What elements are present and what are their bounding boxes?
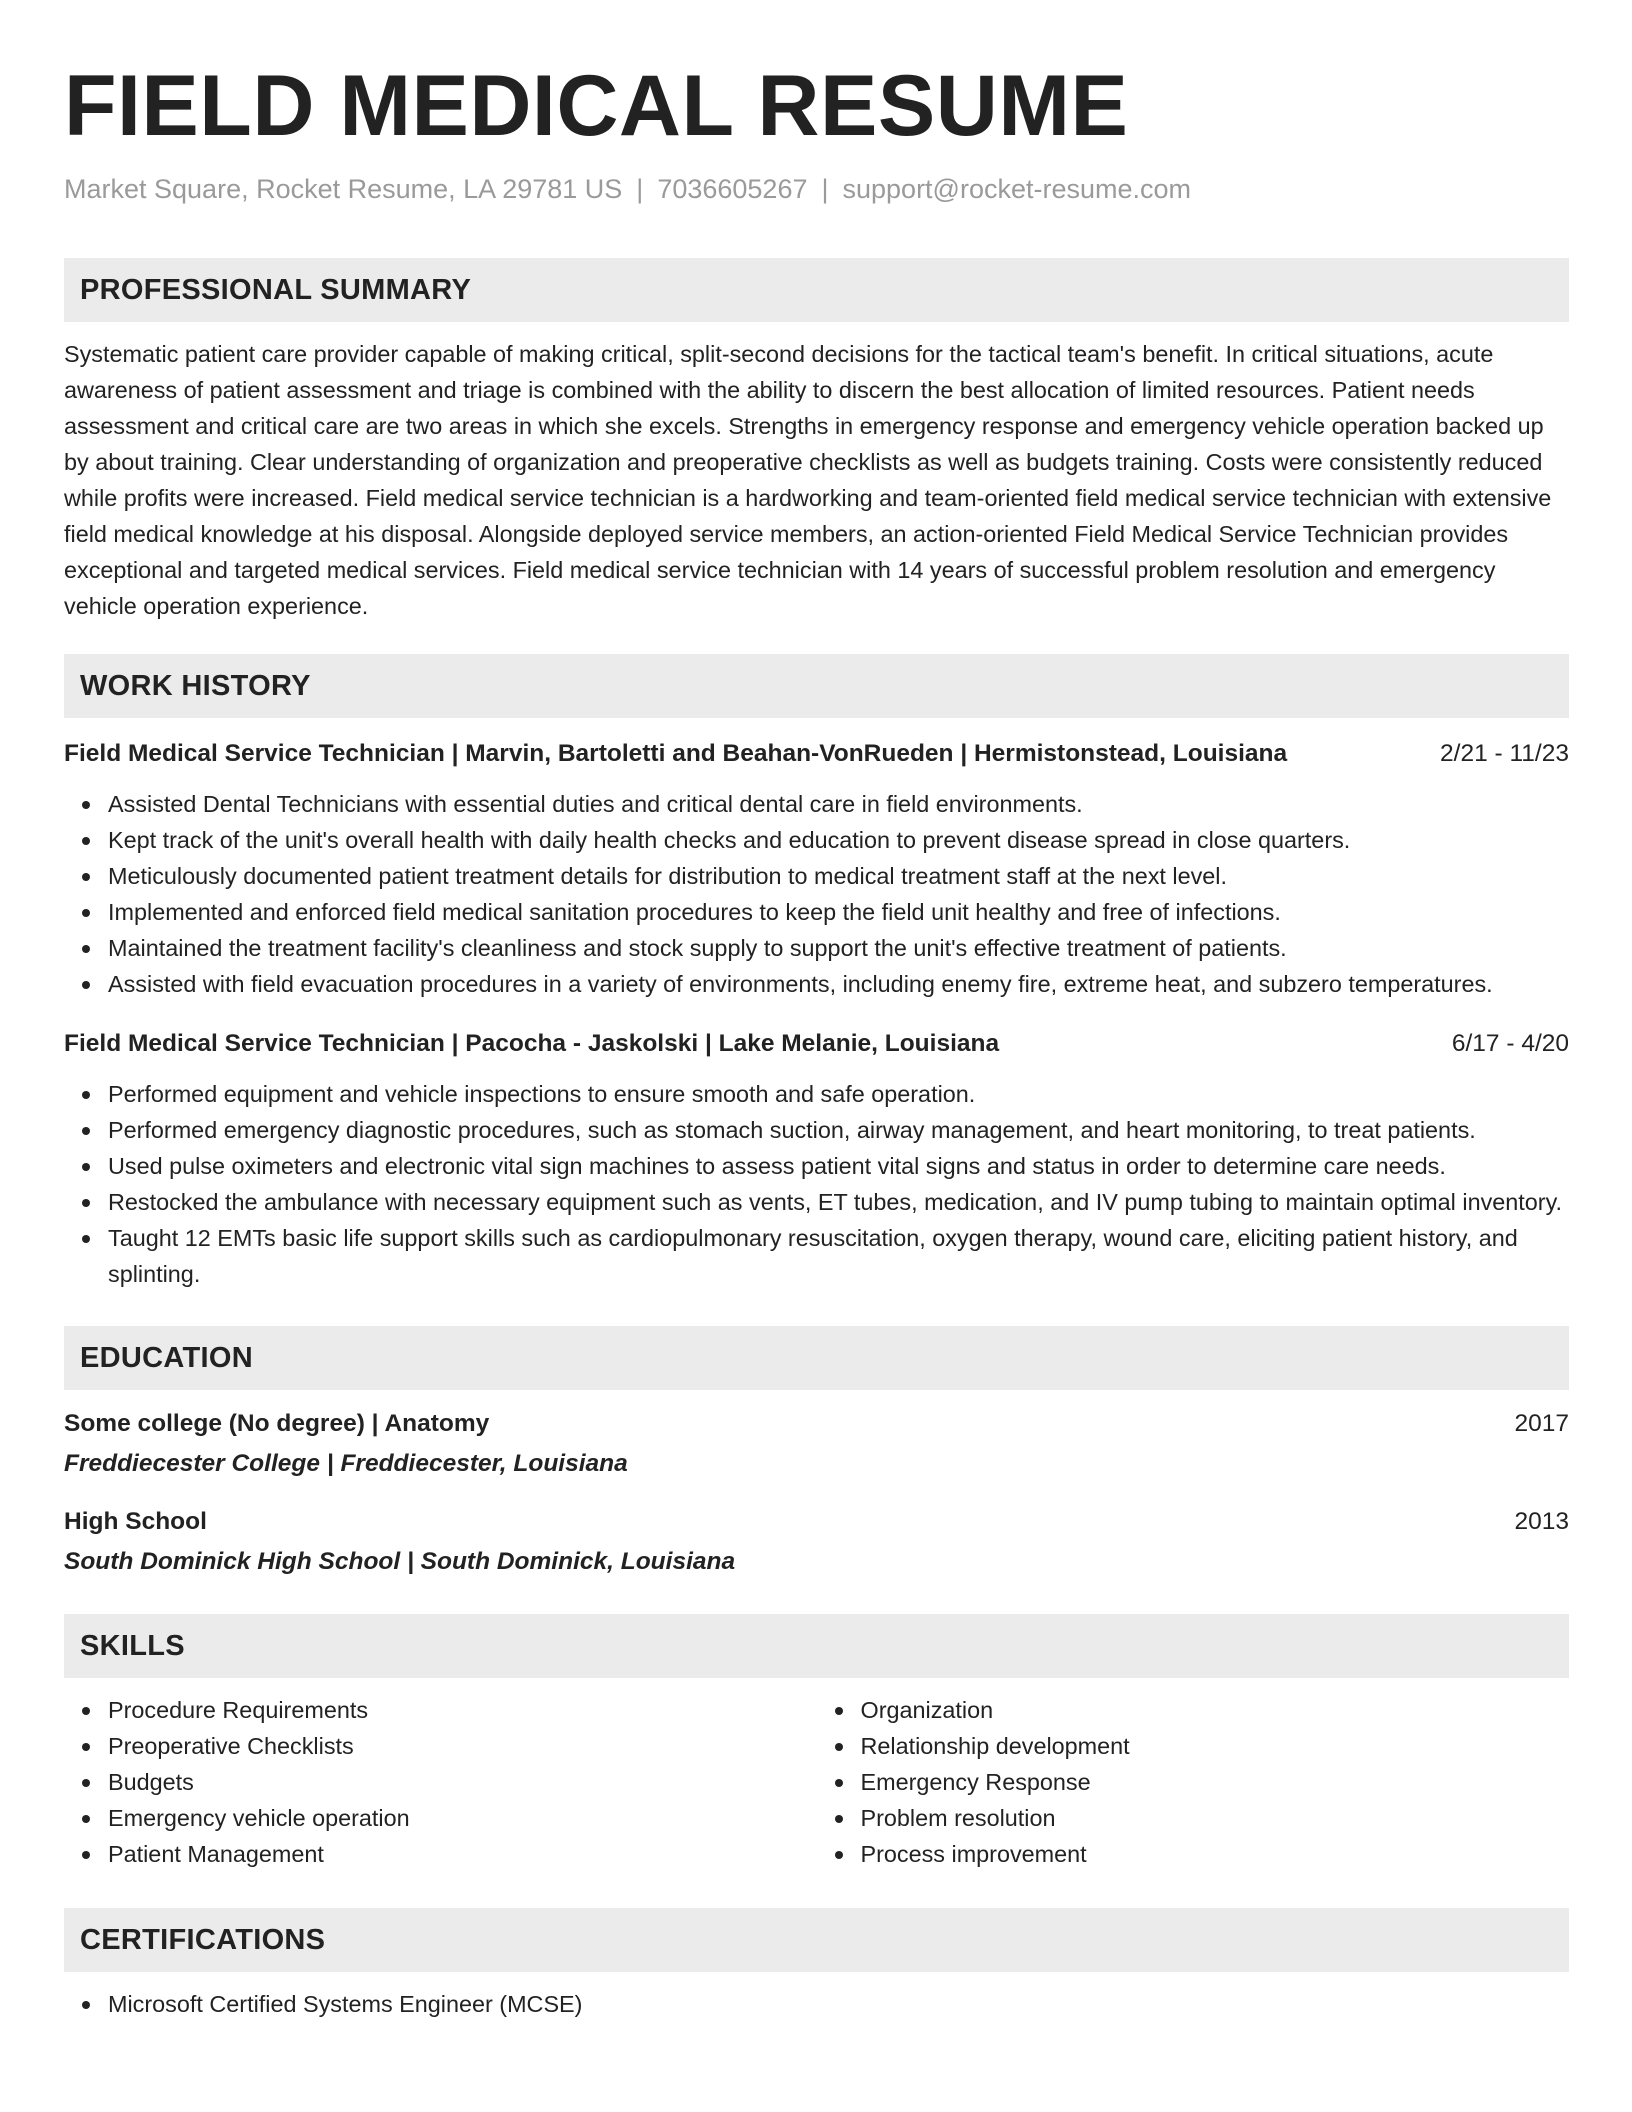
bullet-icon xyxy=(82,1235,90,1243)
job-dates: 2/21 - 11/23 xyxy=(1440,740,1569,767)
job-bullet xyxy=(108,966,1569,1002)
skill-text: Organization xyxy=(860,1697,994,1723)
skill-text: Budgets xyxy=(108,1769,194,1795)
skill-text: Procedure Requirements xyxy=(108,1697,369,1723)
bullet-icon xyxy=(835,1851,843,1859)
bullet-icon xyxy=(82,801,90,809)
job-bullet xyxy=(108,786,1569,822)
education-entry xyxy=(64,1406,1569,1482)
skill-item xyxy=(108,1800,817,1836)
job-bullet xyxy=(108,1220,1569,1292)
job-bullet-text: Meticulously documented patient treatment details for distribution to medical treatment staff at the next level. xyxy=(108,863,1228,889)
skill-item xyxy=(861,1836,1570,1872)
certifications-list xyxy=(64,1986,1569,2022)
skill-item xyxy=(861,1764,1570,1800)
bullet-icon xyxy=(82,1815,90,1823)
bullet-icon xyxy=(835,1743,843,1751)
skill-text: Relationship development xyxy=(860,1733,1130,1759)
education-degree: High School xyxy=(64,1508,207,1535)
job-header xyxy=(64,736,1569,772)
education-header xyxy=(64,1406,1569,1442)
bullet-icon xyxy=(82,909,90,917)
job-entry xyxy=(64,1026,1569,1292)
bullet-icon xyxy=(82,1743,90,1751)
skills-grid xyxy=(64,1692,1569,1872)
skill-text: Patient Management xyxy=(108,1841,324,1867)
job-entry xyxy=(64,736,1569,1002)
section-header-certifications: CERTIFICATIONS xyxy=(64,1908,1569,1972)
bullet-icon xyxy=(82,837,90,845)
skills-column-right xyxy=(817,1692,1570,1872)
education-degree: Some college (No degree) | Anatomy xyxy=(64,1410,490,1437)
bullet-icon xyxy=(82,1707,90,1715)
education-entry xyxy=(64,1504,1569,1580)
job-dates: 6/17 - 4/20 xyxy=(1451,1030,1569,1057)
bullet-icon xyxy=(82,1163,90,1171)
bullet-icon xyxy=(82,1779,90,1787)
skill-item xyxy=(108,1764,817,1800)
contact-phone: 7036605267 xyxy=(657,174,808,204)
skill-item xyxy=(108,1836,817,1872)
skill-item xyxy=(108,1728,817,1764)
job-bullet xyxy=(108,1076,1569,1112)
skill-text: Emergency vehicle operation xyxy=(108,1805,410,1831)
section-header-work-history: WORK HISTORY xyxy=(64,654,1569,718)
job-bullet xyxy=(108,1148,1569,1184)
skill-item xyxy=(861,1800,1570,1836)
skill-item xyxy=(108,1692,817,1728)
bullet-icon xyxy=(82,1199,90,1207)
skill-text: Problem resolution xyxy=(860,1805,1056,1831)
bullet-icon xyxy=(82,873,90,881)
job-bullet-text: Maintained the treatment facility's cleanliness and stock supply to support the unit's effective treatment of patients. xyxy=(108,935,1287,961)
bullet-icon xyxy=(835,1779,843,1787)
section-header-education: EDUCATION xyxy=(64,1326,1569,1390)
job-bullet-text: Assisted with field evacuation procedures in a variety of environments, including enemy fire, extreme heat, and subzero temperatures. xyxy=(108,971,1493,997)
bullet-icon xyxy=(82,1127,90,1135)
job-bullet-list xyxy=(64,786,1569,1002)
job-bullet-text: Assisted Dental Technicians with essential duties and critical dental care in field environments. xyxy=(108,791,1083,817)
job-bullet-text: Performed equipment and vehicle inspections to ensure smooth and safe operation. xyxy=(108,1081,976,1107)
education-school: Freddiecester College | Freddiecester, Louisiana xyxy=(64,1450,628,1477)
certification-item xyxy=(108,1986,1569,2022)
contact-separator: | xyxy=(821,174,829,204)
job-bullet-text: Kept track of the unit's overall health with daily health checks and education to prevent disease spread in close quarters. xyxy=(108,827,1351,853)
contact-address: Market Square, Rocket Resume, LA 29781 US xyxy=(64,174,623,204)
bullet-icon xyxy=(82,2001,90,2009)
contact-line xyxy=(64,172,1569,206)
job-bullet xyxy=(108,1112,1569,1148)
section-header-summary: PROFESSIONAL SUMMARY xyxy=(64,258,1569,322)
job-bullet-list xyxy=(64,1076,1569,1292)
job-bullet-text: Performed emergency diagnostic procedures, such as stomach suction, airway management, and heart monitoring, to treat patients. xyxy=(108,1117,1476,1143)
skill-text: Preoperative Checklists xyxy=(108,1733,354,1759)
job-bullet xyxy=(108,930,1569,966)
skill-item xyxy=(861,1692,1570,1728)
job-bullet-text: Taught 12 EMTs basic life support skills such as cardiopulmonary resuscitation, oxygen therapy, wound care, eliciting patient history, and splinting. xyxy=(108,1225,1518,1287)
bullet-icon xyxy=(82,1851,90,1859)
job-bullet xyxy=(108,1184,1569,1220)
skill-text: Process improvement xyxy=(860,1841,1087,1867)
job-bullet-text: Used pulse oximeters and electronic vital sign machines to assess patient vital signs and status in order to determine care needs. xyxy=(108,1153,1446,1179)
education-year: 2017 xyxy=(1514,1410,1569,1437)
skill-text: Emergency Response xyxy=(860,1769,1091,1795)
job-bullet xyxy=(108,894,1569,930)
certification-text: Microsoft Certified Systems Engineer (MCSE) xyxy=(108,1991,583,2017)
contact-separator: | xyxy=(636,174,644,204)
job-bullet xyxy=(108,822,1569,858)
bullet-icon xyxy=(82,945,90,953)
job-bullet xyxy=(108,858,1569,894)
contact-email: support@rocket-resume.com xyxy=(842,174,1192,204)
bullet-icon xyxy=(82,1091,90,1099)
summary-text: Systematic patient care provider capable of making critical, split-second decisions for the tactical team's benefit. In critical situations, acute awareness of patient assessment and triage is combined with the ability to discern the best allocation of limited resources. Patient needs assessment and critical care are two areas in which she excels. Strengths in emergency response and emergency vehicle operation backed up by about training. Clear understanding of organization and preoperative checklists as well as budgets training. Costs were consistently reduced while profits were increased. Field medical service technician is a hardworking and team-oriented field medical service technician with extensive field medical knowledge at his disposal. Alongside deployed service members, an action-oriented Field Medical Service Technician provides exceptional and targeted medical services. Field medical service technician with 14 years of successful problem resolution and emergency vehicle operation experience. xyxy=(64,341,1552,619)
skill-item xyxy=(861,1728,1570,1764)
bullet-icon xyxy=(82,981,90,989)
section-header-skills: SKILLS xyxy=(64,1614,1569,1678)
job-bullet-text: Implemented and enforced field medical sanitation procedures to keep the field unit healthy and free of infections. xyxy=(108,899,1281,925)
job-header xyxy=(64,1026,1569,1062)
job-title: Field Medical Service Technician | Pacocha - Jaskolski | Lake Melanie, Louisiana xyxy=(64,1030,1000,1057)
bullet-icon xyxy=(835,1815,843,1823)
skills-column-left xyxy=(64,1692,817,1872)
job-bullet-text: Restocked the ambulance with necessary equipment such as vents, ET tubes, medication, and IV pump tubing to maintain optimal inventory. xyxy=(108,1189,1563,1215)
education-header xyxy=(64,1504,1569,1540)
education-year: 2013 xyxy=(1514,1508,1569,1535)
education-school: South Dominick High School | South Dominick, Louisiana xyxy=(64,1548,736,1575)
certifications-list-wrapper xyxy=(64,1986,1569,2022)
bullet-icon xyxy=(835,1707,843,1715)
job-title: Field Medical Service Technician | Marvin, Bartoletti and Beahan-VonRueden | Hermistonstead, Louisiana xyxy=(64,740,1288,767)
resume-name: FIELD MEDICAL RESUME xyxy=(64,58,1129,154)
